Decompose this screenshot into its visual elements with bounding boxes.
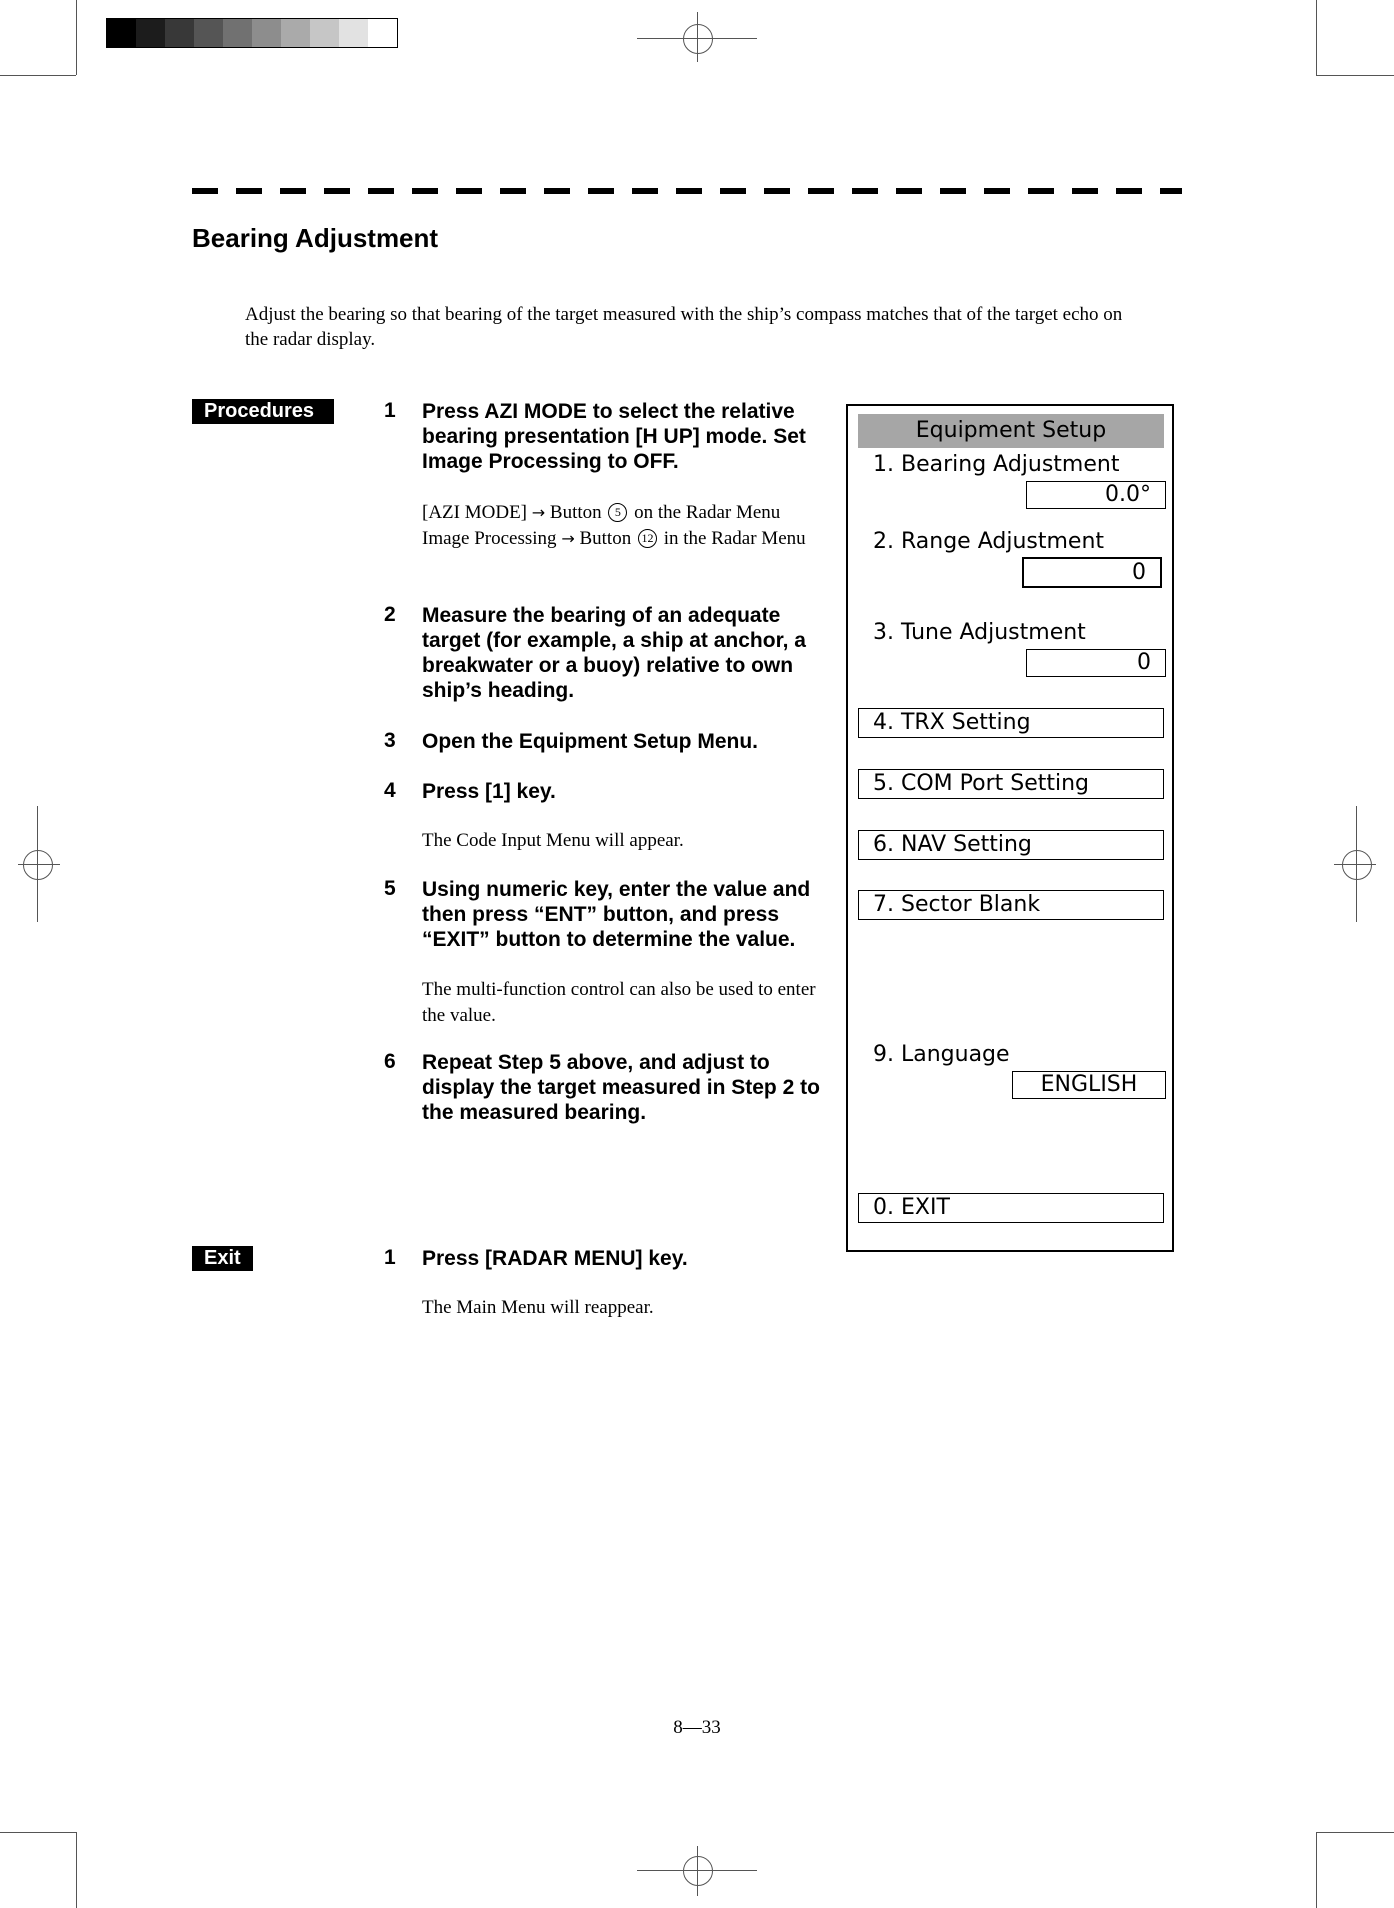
menu-header: Equipment Setup: [858, 414, 1164, 448]
gray-swatch: [310, 19, 339, 47]
step-text: Using numeric key, enter the value and then press “ENT” button, and press “EXIT” button to determine the value.: [422, 878, 811, 951]
crop-mark: [0, 1832, 76, 1833]
registration-target: [683, 1856, 713, 1886]
gray-swatch: [194, 19, 223, 47]
dashed-rule: [192, 188, 1182, 194]
step-text: Open the Equipment Setup Menu.: [422, 730, 758, 753]
procedures-tag: Procedures: [192, 399, 334, 424]
language-label: 9. Language: [873, 1042, 1010, 1067]
step-note: The Code Input Menu will appear.: [422, 830, 684, 851]
step-note: The Main Menu will reappear.: [422, 1297, 654, 1318]
crop-mark: [1316, 1832, 1394, 1833]
menu-item-exit[interactable]: 0. EXIT: [858, 1193, 1164, 1223]
circled-number: 12: [638, 529, 657, 548]
menu-item-sector-blank[interactable]: 7. Sector Blank: [858, 890, 1164, 920]
crop-mark: [76, 0, 77, 75]
menu-item-nav-setting[interactable]: 6. NAV Setting: [858, 830, 1164, 860]
page-number: 8—33: [673, 1717, 721, 1738]
crop-mark: [76, 1832, 77, 1908]
crop-mark: [1316, 0, 1317, 75]
step-text: Repeat Step 5 above, and adjust to display the target measured in Step 2 to the measured bearing.: [422, 1051, 820, 1124]
step-number: 6: [384, 1050, 396, 1073]
registration-target: [683, 24, 713, 54]
crop-mark: [0, 75, 76, 76]
bearing-adjustment-value[interactable]: 0.0°: [1026, 481, 1166, 509]
intro-paragraph: Adjust the bearing so that bearing of the target measured with the ship’s compass matches that of the target echo on the radar display.: [245, 304, 1123, 350]
step-number: 3: [384, 729, 396, 752]
registration-target: [23, 850, 53, 880]
crop-mark: [1316, 1832, 1317, 1908]
language-value[interactable]: ENGLISH: [1012, 1071, 1166, 1099]
tune-adjustment-value[interactable]: 0: [1026, 649, 1166, 677]
range-adjustment-value[interactable]: 0: [1022, 557, 1162, 588]
note-line: Image Processing → Button 12 in the Radar Menu: [422, 528, 806, 549]
step-number: 4: [384, 779, 396, 802]
step-number: 1: [384, 399, 396, 422]
step-text: Press AZI MODE to select the relative bearing presentation [H UP] mode. Set Image Processing to OFF.: [422, 400, 806, 473]
arrow-icon: →: [531, 503, 546, 522]
gray-swatch: [136, 19, 165, 47]
arrow-icon: →: [561, 529, 575, 548]
step-note: The multi-function control can also be used to enter the value.: [422, 979, 816, 1026]
gray-swatch: [252, 19, 281, 47]
step-text: Press [1] key.: [422, 780, 556, 803]
equipment-setup-menu: [846, 404, 1174, 1252]
step-note: [422, 500, 832, 552]
menu-item-com-port-setting[interactable]: 5. COM Port Setting: [858, 769, 1164, 799]
step-number: 1: [384, 1246, 396, 1269]
section-title: Bearing Adjustment: [192, 223, 439, 253]
gray-swatch: [281, 19, 310, 47]
grayscale-strip: [106, 18, 398, 48]
step-number: 2: [384, 603, 396, 626]
gray-swatch: [107, 19, 136, 47]
range-adjustment-label: 2. Range Adjustment: [873, 529, 1105, 554]
gray-swatch: [165, 19, 194, 47]
crop-mark: [1316, 75, 1394, 76]
step-number: 5: [384, 877, 396, 900]
gray-swatch: [368, 19, 397, 47]
gray-swatch: [223, 19, 252, 47]
exit-tag: Exit: [192, 1246, 253, 1271]
gray-swatch: [339, 19, 368, 47]
registration-target: [1342, 850, 1372, 880]
tune-adjustment-label: 3. Tune Adjustment: [873, 620, 1086, 645]
circled-number: 5: [608, 503, 627, 522]
note-line: [AZI MODE] → Button 5 on the Radar Menu: [422, 502, 781, 523]
menu-item-trx-setting[interactable]: 4. TRX Setting: [858, 708, 1164, 738]
step-text: Measure the bearing of an adequate target (for example, a ship at anchor, a breakwater or a buoy) relative to own ship’s heading.: [422, 604, 806, 702]
step-text: Press [RADAR MENU] key.: [422, 1247, 688, 1270]
bearing-adjustment-label: 1. Bearing Adjustment: [873, 452, 1120, 477]
